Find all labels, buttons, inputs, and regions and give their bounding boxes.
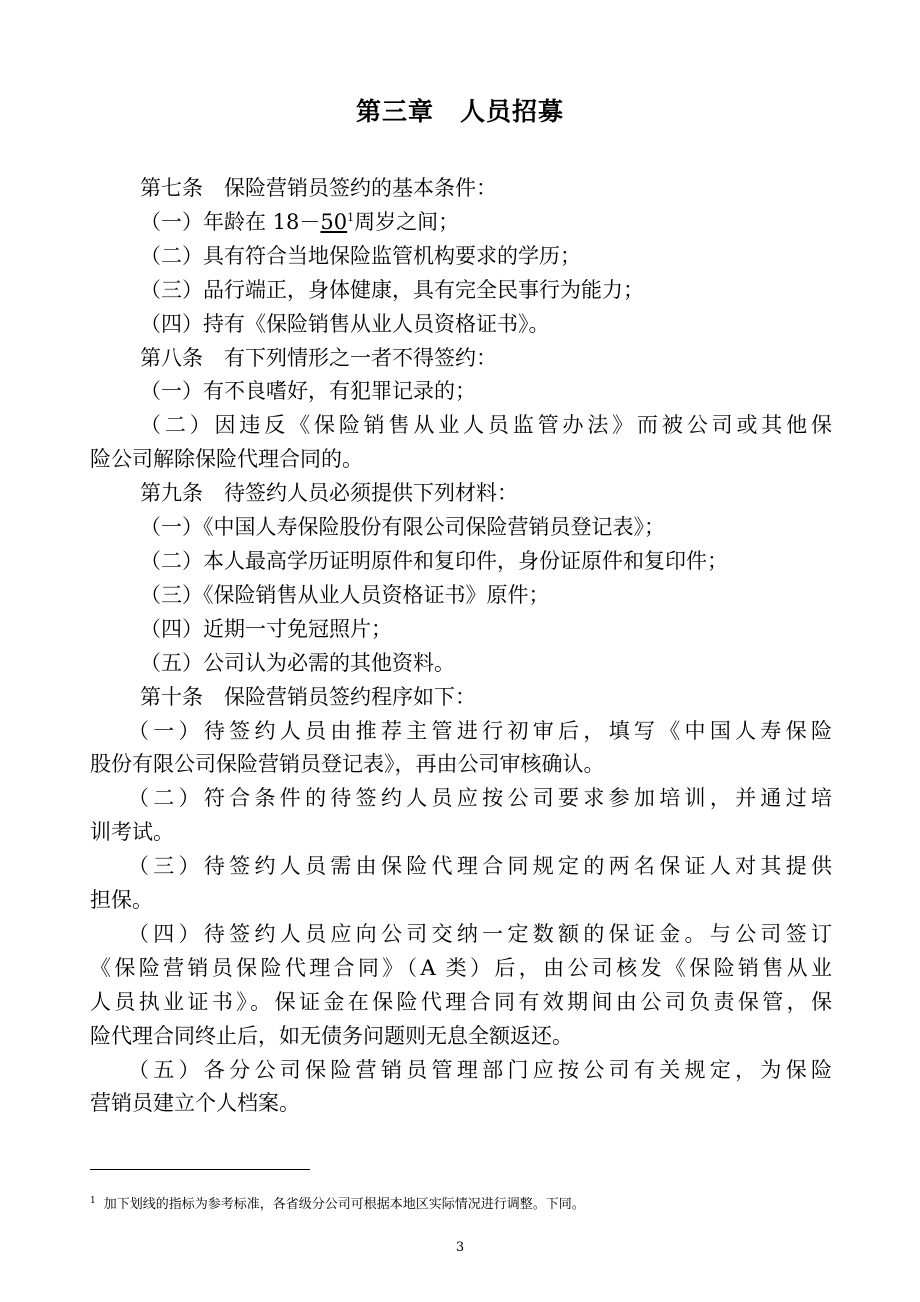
- document-body: [90, 172, 832, 1121]
- article10-item1-line1: （一）待签约人员由推荐主管进行初审后，填写《中国人寿保险: [128, 718, 832, 743]
- article9-item2: （二）本人最高学历证明原件和复印件，身份证原件和复印件；: [140, 548, 728, 573]
- article7-item4: （四）持有《保险销售从业人员资格证书》。: [140, 311, 550, 336]
- article10-item1-line2: 股份有限公司保险营销员登记表》，再由公司审核确认。: [90, 752, 605, 777]
- footnote-separator: [90, 1169, 310, 1170]
- article9-item1: （一）《中国人寿保险股份有限公司保险营销员登记表》；: [140, 515, 665, 540]
- article10-item5-line1: （五）各分公司保险营销员管理部门应按公司有关规定，为保险: [128, 1057, 832, 1082]
- age-max-underlined: 50: [320, 209, 348, 234]
- article9-item5: （五）公司认为必需的其他资料。: [140, 650, 455, 675]
- article10-item4-line2: 《保险营销员保险代理合同》（A 类）后，由公司核发《保险销售从业: [90, 955, 832, 980]
- article10-item5-line2: 营销员建立个人档案。: [90, 1091, 300, 1116]
- chapter-number: 第三章: [355, 97, 434, 126]
- article10-item4-line4: 险代理合同终止后，如无债务问题则无息全额返还。: [90, 1023, 573, 1048]
- footnote: [90, 1193, 585, 1212]
- article9-heading: 第九条 待签约人员必须提供下列材料：: [140, 481, 518, 506]
- chapter-name: 人员招募: [460, 97, 565, 126]
- article10-item3-line2: 担保。: [90, 888, 153, 913]
- chapter-title: [0, 92, 920, 128]
- footnote-text: 加下划线的指标为参考标准，各省级分公司可根据本地区实际情况进行调整。下同。: [103, 1197, 585, 1212]
- article9-item3: （三）《保险销售从业人员资格证书》原件；: [140, 582, 550, 607]
- article10-item2-line1: （二）符合条件的待签约人员应按公司要求参加培训，并通过培: [128, 786, 832, 811]
- article7-item1: （一）年龄在 $18-50^1$周岁之间；: [140, 209, 460, 234]
- article8-heading: 第八条 有下列情形之一者不得签约：: [140, 345, 497, 370]
- article8-item1: （一）有不良嗜好，有犯罪记录的；: [140, 379, 476, 404]
- article7-item2: （二）具有符合当地保险监管机构要求的学历；: [140, 243, 581, 268]
- article7-heading: 第七条 保险营销员签约的基本条件：: [140, 176, 497, 200]
- page-number: 3: [455, 1240, 465, 1255]
- article10-item4-line1: （四）待签约人员应向公司交纳一定数额的保证金。与公司签订: [128, 921, 832, 946]
- article10-heading: 第十条 保险营销员签约程序如下：: [140, 684, 476, 709]
- footnote-ref: 1: [347, 210, 355, 224]
- article9-item4: （四）近期一寸免冠照片；: [140, 616, 392, 641]
- article10-item3-line1: （三）待签约人员需由保险代理合同规定的两名保证人对其提供: [128, 854, 832, 879]
- article10-item2-line2: 训考试。: [90, 820, 174, 845]
- article7-item3: （三）品行端正，身体健康，具有完全民事行为能力；: [140, 277, 644, 302]
- article10-item4-line3: 人员执业证书》。保证金在保险代理合同有效期间由公司负责保管，保: [90, 989, 832, 1014]
- article8-item2-line2: 险公司解除保险代理合同的。: [90, 447, 363, 472]
- article8-item2-line1: （二）因违反《保险销售从业人员监管办法》而被公司或其他保: [140, 413, 832, 438]
- footnote-mark: 1: [90, 1195, 96, 1206]
